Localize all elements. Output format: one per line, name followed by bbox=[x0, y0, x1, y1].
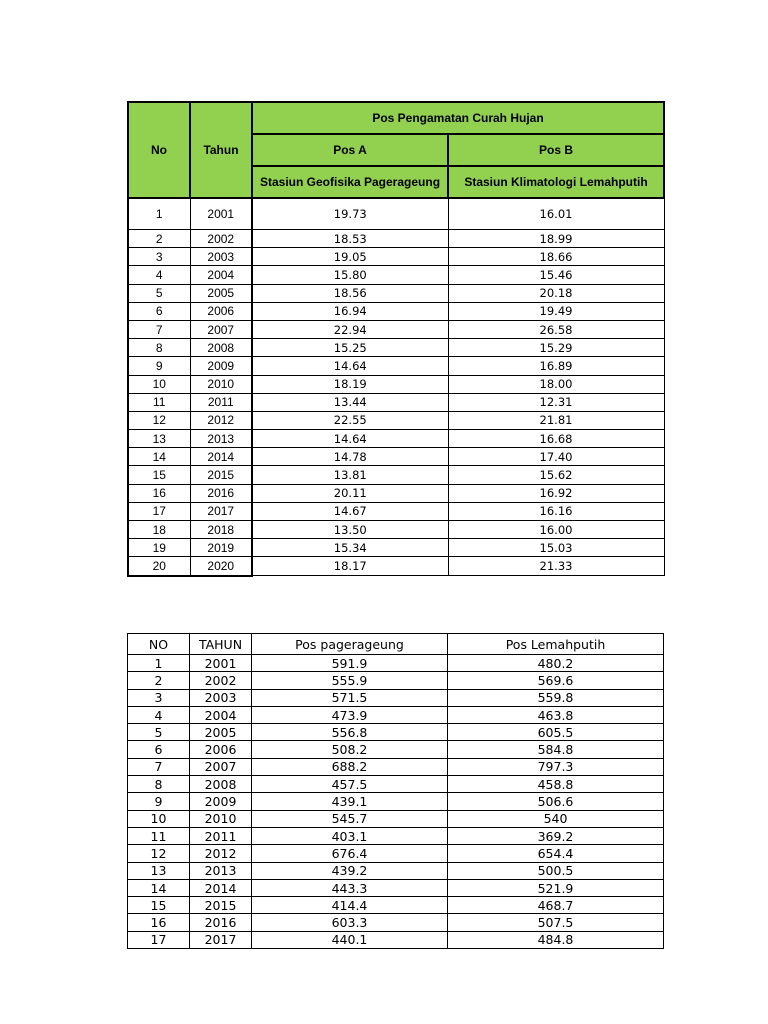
table-row bbox=[128, 393, 664, 411]
cell-tahun: 2015 bbox=[190, 897, 252, 914]
cell-tahun: 2013 bbox=[190, 430, 252, 448]
cell-value-b: 16.68 bbox=[448, 430, 664, 448]
cell-tahun: 2008 bbox=[190, 339, 252, 357]
cell-value-a: 16.94 bbox=[252, 302, 448, 320]
cell-value-b: 15.03 bbox=[448, 539, 664, 557]
cell-value-a: 439.2 bbox=[252, 862, 448, 879]
cell-tahun: 2011 bbox=[190, 827, 252, 844]
table-row bbox=[128, 810, 664, 827]
cell-value-b: 16.01 bbox=[448, 198, 664, 230]
cell-value-b: 18.00 bbox=[448, 375, 664, 393]
cell-value-b: 16.92 bbox=[448, 484, 664, 502]
cell-value-a: 20.11 bbox=[252, 484, 448, 502]
cell-no: 16 bbox=[128, 914, 190, 931]
cell-tahun: 2005 bbox=[190, 724, 252, 741]
table-row bbox=[128, 557, 664, 576]
table-row bbox=[128, 198, 664, 230]
cell-value-a: 555.9 bbox=[252, 672, 448, 689]
cell-value-a: 15.25 bbox=[252, 339, 448, 357]
table-row bbox=[128, 539, 664, 557]
cell-tahun: 2008 bbox=[190, 776, 252, 793]
cell-value-b: 18.66 bbox=[448, 248, 664, 266]
cell-value-b: 16.89 bbox=[448, 357, 664, 375]
cell-no: 4 bbox=[128, 706, 190, 723]
cell-value-b: 540 bbox=[448, 810, 664, 827]
cell-no: 13 bbox=[128, 862, 190, 879]
cell-value-b: 605.5 bbox=[448, 724, 664, 741]
cell-value-a: 14.64 bbox=[252, 357, 448, 375]
cell-tahun: 2019 bbox=[190, 539, 252, 557]
header-no: NO bbox=[128, 634, 190, 655]
table-row bbox=[128, 411, 664, 429]
cell-no: 8 bbox=[128, 339, 190, 357]
cell-tahun: 2018 bbox=[190, 521, 252, 539]
cell-tahun: 2002 bbox=[190, 230, 252, 248]
cell-value-a: 22.94 bbox=[252, 320, 448, 338]
cell-tahun: 2007 bbox=[190, 758, 252, 775]
table-row bbox=[128, 375, 664, 393]
table-row bbox=[128, 724, 664, 741]
cell-no: 14 bbox=[128, 879, 190, 896]
cell-no: 7 bbox=[128, 320, 190, 338]
cell-value-b: 480.2 bbox=[448, 655, 664, 672]
cell-value-b: 521.9 bbox=[448, 879, 664, 896]
cell-no: 10 bbox=[128, 375, 190, 393]
cell-tahun: 2004 bbox=[190, 706, 252, 723]
cell-value-b: 15.29 bbox=[448, 339, 664, 357]
cell-tahun: 2020 bbox=[190, 557, 252, 576]
header-pos-pagerageung: Pos pagerageung bbox=[252, 634, 448, 655]
cell-no: 5 bbox=[128, 724, 190, 741]
table-row bbox=[128, 302, 664, 320]
table-row bbox=[128, 862, 664, 879]
cell-value-a: 414.4 bbox=[252, 897, 448, 914]
cell-tahun: 2010 bbox=[190, 810, 252, 827]
table-row bbox=[128, 320, 664, 338]
rainfall-table-annual bbox=[127, 633, 664, 949]
cell-value-b: 506.6 bbox=[448, 793, 664, 810]
cell-value-a: 22.55 bbox=[252, 411, 448, 429]
cell-tahun: 2006 bbox=[190, 302, 252, 320]
cell-no: 19 bbox=[128, 539, 190, 557]
table-row bbox=[128, 793, 664, 810]
table-row bbox=[128, 230, 664, 248]
header-tahun: Tahun bbox=[190, 102, 252, 198]
cell-tahun: 2006 bbox=[190, 741, 252, 758]
table-row bbox=[128, 339, 664, 357]
cell-value-a: 545.7 bbox=[252, 810, 448, 827]
cell-no: 17 bbox=[128, 502, 190, 520]
cell-value-b: 19.49 bbox=[448, 302, 664, 320]
cell-no: 8 bbox=[128, 776, 190, 793]
cell-no: 9 bbox=[128, 357, 190, 375]
cell-value-b: 484.8 bbox=[448, 931, 664, 948]
cell-no: 11 bbox=[128, 393, 190, 411]
cell-tahun: 2009 bbox=[190, 357, 252, 375]
cell-value-a: 19.05 bbox=[252, 248, 448, 266]
cell-value-b: 15.62 bbox=[448, 466, 664, 484]
cell-value-b: 468.7 bbox=[448, 897, 664, 914]
cell-value-a: 403.1 bbox=[252, 827, 448, 844]
header-pos-a: Pos A bbox=[252, 134, 448, 166]
cell-value-a: 591.9 bbox=[252, 655, 448, 672]
cell-no: 2 bbox=[128, 230, 190, 248]
cell-value-a: 439.1 bbox=[252, 793, 448, 810]
cell-tahun: 2003 bbox=[190, 689, 252, 706]
cell-no: 13 bbox=[128, 430, 190, 448]
table-row bbox=[128, 845, 664, 862]
cell-tahun: 2014 bbox=[190, 448, 252, 466]
cell-tahun: 2016 bbox=[190, 484, 252, 502]
cell-tahun: 2017 bbox=[190, 931, 252, 948]
header-station-a: Stasiun Geofisika Pagerageung bbox=[252, 166, 448, 198]
table-row bbox=[128, 706, 664, 723]
cell-tahun: 2012 bbox=[190, 411, 252, 429]
cell-no: 9 bbox=[128, 793, 190, 810]
cell-value-b: 584.8 bbox=[448, 741, 664, 758]
cell-value-b: 559.8 bbox=[448, 689, 664, 706]
cell-value-a: 13.81 bbox=[252, 466, 448, 484]
cell-tahun: 2015 bbox=[190, 466, 252, 484]
cell-value-b: 18.99 bbox=[448, 230, 664, 248]
cell-value-a: 440.1 bbox=[252, 931, 448, 948]
cell-value-a: 13.50 bbox=[252, 521, 448, 539]
table-row bbox=[128, 655, 664, 672]
cell-tahun: 2002 bbox=[190, 672, 252, 689]
cell-no: 11 bbox=[128, 827, 190, 844]
table-row bbox=[128, 266, 664, 284]
cell-value-b: 458.8 bbox=[448, 776, 664, 793]
cell-value-a: 556.8 bbox=[252, 724, 448, 741]
table2-body bbox=[128, 655, 664, 949]
cell-no: 18 bbox=[128, 521, 190, 539]
cell-tahun: 2010 bbox=[190, 375, 252, 393]
header-no: No bbox=[128, 102, 190, 198]
cell-no: 20 bbox=[128, 557, 190, 576]
cell-no: 3 bbox=[128, 689, 190, 706]
cell-value-b: 16.00 bbox=[448, 521, 664, 539]
cell-tahun: 2007 bbox=[190, 320, 252, 338]
cell-value-a: 14.64 bbox=[252, 430, 448, 448]
cell-value-a: 18.53 bbox=[252, 230, 448, 248]
cell-value-a: 14.67 bbox=[252, 502, 448, 520]
cell-value-a: 18.17 bbox=[252, 557, 448, 576]
cell-value-b: 797.3 bbox=[448, 758, 664, 775]
cell-value-b: 569.6 bbox=[448, 672, 664, 689]
cell-no: 10 bbox=[128, 810, 190, 827]
cell-value-a: 508.2 bbox=[252, 741, 448, 758]
table-row bbox=[128, 689, 664, 706]
cell-tahun: 2001 bbox=[190, 198, 252, 230]
cell-no: 1 bbox=[128, 655, 190, 672]
cell-no: 2 bbox=[128, 672, 190, 689]
table-row bbox=[128, 284, 664, 302]
cell-no: 15 bbox=[128, 466, 190, 484]
cell-tahun: 2013 bbox=[190, 862, 252, 879]
table-row bbox=[128, 776, 664, 793]
header-group-title: Pos Pengamatan Curah Hujan bbox=[252, 102, 664, 134]
table-row bbox=[128, 521, 664, 539]
cell-value-a: 688.2 bbox=[252, 758, 448, 775]
cell-value-a: 571.5 bbox=[252, 689, 448, 706]
cell-value-b: 12.31 bbox=[448, 393, 664, 411]
cell-value-b: 15.46 bbox=[448, 266, 664, 284]
cell-tahun: 2017 bbox=[190, 502, 252, 520]
cell-value-a: 14.78 bbox=[252, 448, 448, 466]
table-row bbox=[128, 758, 664, 775]
cell-value-b: 500.5 bbox=[448, 862, 664, 879]
cell-value-a: 473.9 bbox=[252, 706, 448, 723]
cell-value-a: 443.3 bbox=[252, 879, 448, 896]
table-row bbox=[128, 879, 664, 896]
cell-value-a: 676.4 bbox=[252, 845, 448, 862]
cell-value-b: 26.58 bbox=[448, 320, 664, 338]
cell-tahun: 2001 bbox=[190, 655, 252, 672]
cell-value-b: 507.5 bbox=[448, 914, 664, 931]
cell-value-b: 463.8 bbox=[448, 706, 664, 723]
table-row bbox=[128, 357, 664, 375]
header-pos-b: Pos B bbox=[448, 134, 664, 166]
cell-value-a: 18.56 bbox=[252, 284, 448, 302]
cell-value-b: 21.33 bbox=[448, 557, 664, 576]
cell-value-b: 20.18 bbox=[448, 284, 664, 302]
header-pos-lemahputih: Pos Lemahputih bbox=[448, 634, 664, 655]
table-row bbox=[128, 931, 664, 948]
table1-body bbox=[128, 198, 664, 576]
cell-tahun: 2014 bbox=[190, 879, 252, 896]
table-row bbox=[128, 248, 664, 266]
cell-no: 16 bbox=[128, 484, 190, 502]
header-tahun: TAHUN bbox=[190, 634, 252, 655]
cell-value-a: 19.73 bbox=[252, 198, 448, 230]
cell-tahun: 2003 bbox=[190, 248, 252, 266]
cell-value-b: 654.4 bbox=[448, 845, 664, 862]
table-row bbox=[128, 430, 664, 448]
cell-no: 4 bbox=[128, 266, 190, 284]
cell-value-b: 16.16 bbox=[448, 502, 664, 520]
cell-no: 12 bbox=[128, 411, 190, 429]
cell-tahun: 2011 bbox=[190, 393, 252, 411]
cell-no: 3 bbox=[128, 248, 190, 266]
cell-tahun: 2009 bbox=[190, 793, 252, 810]
cell-tahun: 2004 bbox=[190, 266, 252, 284]
rainfall-table-stations bbox=[127, 101, 665, 577]
cell-no: 7 bbox=[128, 758, 190, 775]
table-row bbox=[128, 914, 664, 931]
table-row bbox=[128, 897, 664, 914]
cell-no: 17 bbox=[128, 931, 190, 948]
table-row bbox=[128, 484, 664, 502]
cell-no: 6 bbox=[128, 302, 190, 320]
cell-no: 6 bbox=[128, 741, 190, 758]
cell-no: 1 bbox=[128, 198, 190, 230]
cell-value-a: 15.80 bbox=[252, 266, 448, 284]
table-row bbox=[128, 672, 664, 689]
table-row bbox=[128, 448, 664, 466]
cell-tahun: 2005 bbox=[190, 284, 252, 302]
cell-no: 12 bbox=[128, 845, 190, 862]
table-row bbox=[128, 466, 664, 484]
cell-value-b: 21.81 bbox=[448, 411, 664, 429]
cell-value-a: 13.44 bbox=[252, 393, 448, 411]
cell-value-b: 369.2 bbox=[448, 827, 664, 844]
cell-no: 5 bbox=[128, 284, 190, 302]
cell-tahun: 2016 bbox=[190, 914, 252, 931]
cell-value-b: 17.40 bbox=[448, 448, 664, 466]
table-row bbox=[128, 827, 664, 844]
cell-value-a: 457.5 bbox=[252, 776, 448, 793]
table-row bbox=[128, 741, 664, 758]
cell-no: 14 bbox=[128, 448, 190, 466]
table-row bbox=[128, 502, 664, 520]
cell-value-a: 18.19 bbox=[252, 375, 448, 393]
header-station-b: Stasiun Klimatologi Lemahputih bbox=[448, 166, 664, 198]
cell-value-a: 603.3 bbox=[252, 914, 448, 931]
cell-tahun: 2012 bbox=[190, 845, 252, 862]
cell-value-a: 15.34 bbox=[252, 539, 448, 557]
cell-no: 15 bbox=[128, 897, 190, 914]
